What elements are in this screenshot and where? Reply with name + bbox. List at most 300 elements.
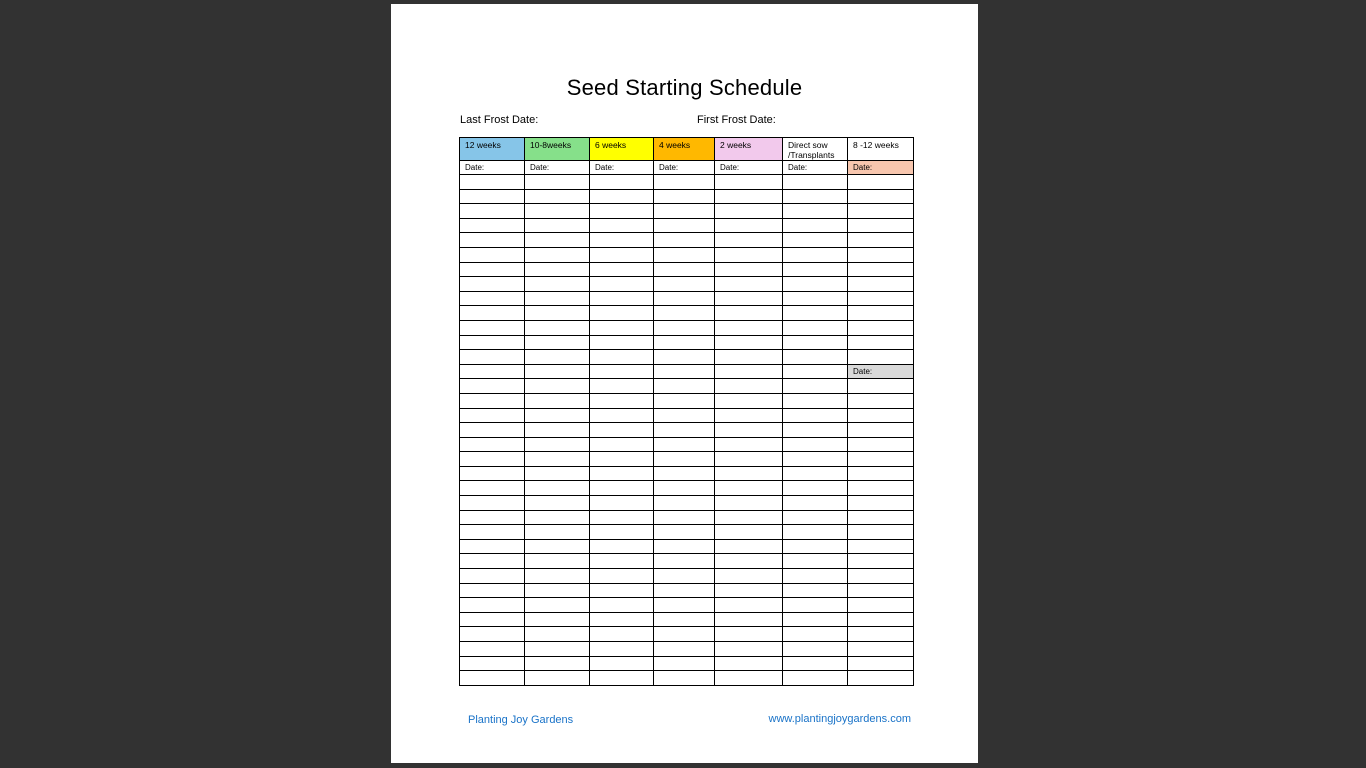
table-cell[interactable] xyxy=(654,496,715,511)
table-cell[interactable] xyxy=(783,598,848,613)
table-cell[interactable] xyxy=(460,583,525,598)
table-cell[interactable] xyxy=(460,277,525,292)
table-cell[interactable] xyxy=(848,671,914,686)
table-cell[interactable] xyxy=(848,262,914,277)
table-cell[interactable] xyxy=(460,291,525,306)
table-cell[interactable] xyxy=(525,466,590,481)
table-row xyxy=(460,262,914,277)
table-cell[interactable] xyxy=(654,554,715,569)
table-cell[interactable] xyxy=(783,218,848,233)
table-cell[interactable] xyxy=(848,277,914,292)
table-cell[interactable] xyxy=(525,554,590,569)
table-cell[interactable] xyxy=(590,437,654,452)
table-cell[interactable] xyxy=(590,642,654,657)
table-row xyxy=(460,364,914,379)
table-cell[interactable] xyxy=(460,627,525,642)
table-cell[interactable] xyxy=(654,291,715,306)
table-row xyxy=(460,598,914,613)
table-cell[interactable] xyxy=(715,539,783,554)
column-header: 10-8weeks xyxy=(525,138,590,161)
table-cell[interactable] xyxy=(460,408,525,423)
table-cell[interactable] xyxy=(590,335,654,350)
table-cell[interactable] xyxy=(590,262,654,277)
table-cell[interactable] xyxy=(654,598,715,613)
table-cell[interactable] xyxy=(654,379,715,394)
table-cell[interactable] xyxy=(715,291,783,306)
table-cell[interactable] xyxy=(654,233,715,248)
table-cell[interactable] xyxy=(525,291,590,306)
table-cell[interactable] xyxy=(590,379,654,394)
table-cell[interactable] xyxy=(590,175,654,190)
table-cell[interactable] xyxy=(848,350,914,365)
date-cell[interactable]: Date: xyxy=(525,161,590,175)
table-row xyxy=(460,233,914,248)
table-row xyxy=(460,569,914,584)
table-row xyxy=(460,554,914,569)
table-cell[interactable] xyxy=(590,364,654,379)
table-cell[interactable] xyxy=(848,452,914,467)
table-cell[interactable] xyxy=(460,364,525,379)
table-cell[interactable] xyxy=(525,320,590,335)
table-cell[interactable] xyxy=(848,554,914,569)
table-row xyxy=(460,437,914,452)
table-row xyxy=(460,481,914,496)
table-cell[interactable] xyxy=(590,569,654,584)
table-cell[interactable] xyxy=(715,262,783,277)
table-cell[interactable] xyxy=(783,627,848,642)
table-cell[interactable] xyxy=(783,189,848,204)
table-cell[interactable] xyxy=(654,627,715,642)
table-cell[interactable] xyxy=(783,496,848,511)
table-cell[interactable] xyxy=(525,233,590,248)
table-cell[interactable] xyxy=(654,247,715,262)
table-cell[interactable] xyxy=(783,379,848,394)
table-cell[interactable] xyxy=(715,525,783,540)
table-cell[interactable] xyxy=(460,306,525,321)
document-page xyxy=(391,4,978,763)
table-cell[interactable] xyxy=(715,481,783,496)
table-cell[interactable] xyxy=(783,408,848,423)
table-row xyxy=(460,671,914,686)
table-cell[interactable] xyxy=(848,466,914,481)
table-cell[interactable] xyxy=(654,320,715,335)
table-cell[interactable] xyxy=(460,379,525,394)
table-cell[interactable] xyxy=(654,466,715,481)
table-cell[interactable] xyxy=(460,598,525,613)
table-cell[interactable] xyxy=(654,335,715,350)
table-cell[interactable] xyxy=(460,247,525,262)
table-cell[interactable] xyxy=(848,247,914,262)
table-cell[interactable] xyxy=(783,277,848,292)
table-cell[interactable] xyxy=(715,204,783,219)
table-cell[interactable] xyxy=(525,335,590,350)
table-cell[interactable] xyxy=(654,437,715,452)
table-row xyxy=(460,466,914,481)
table-cell[interactable] xyxy=(848,379,914,394)
table-cell[interactable] xyxy=(590,539,654,554)
table-cell[interactable] xyxy=(590,612,654,627)
table-cell[interactable] xyxy=(783,510,848,525)
table-row xyxy=(460,525,914,540)
table-cell[interactable] xyxy=(654,481,715,496)
table-cell[interactable] xyxy=(460,525,525,540)
table-cell[interactable] xyxy=(654,612,715,627)
table-cell[interactable] xyxy=(654,306,715,321)
table-cell[interactable] xyxy=(460,612,525,627)
table-cell[interactable] xyxy=(460,233,525,248)
table-cell[interactable] xyxy=(590,233,654,248)
table-cell[interactable] xyxy=(783,320,848,335)
table-cell[interactable] xyxy=(848,598,914,613)
table-cell[interactable] xyxy=(715,175,783,190)
table-cell[interactable] xyxy=(525,189,590,204)
table-cell[interactable] xyxy=(590,320,654,335)
table-cell[interactable] xyxy=(525,364,590,379)
footer-brand: Planting Joy Gardens xyxy=(468,714,574,726)
table-cell[interactable] xyxy=(654,642,715,657)
last-frost-date-label: Last Frost Date: xyxy=(460,114,539,126)
table-cell[interactable] xyxy=(590,671,654,686)
table-cell[interactable] xyxy=(715,466,783,481)
table-cell[interactable] xyxy=(715,612,783,627)
table-cell[interactable] xyxy=(525,218,590,233)
table-row xyxy=(460,452,914,467)
table-cell[interactable] xyxy=(654,539,715,554)
table-cell[interactable] xyxy=(715,189,783,204)
table-row xyxy=(460,627,914,642)
table-cell[interactable] xyxy=(848,539,914,554)
table-cell[interactable] xyxy=(715,320,783,335)
table-cell[interactable] xyxy=(525,481,590,496)
table-cell[interactable] xyxy=(590,466,654,481)
table-cell[interactable] xyxy=(654,671,715,686)
table-cell[interactable] xyxy=(654,350,715,365)
table-cell[interactable] xyxy=(460,656,525,671)
table-cell[interactable] xyxy=(590,525,654,540)
date-cell[interactable]: Date: xyxy=(590,161,654,175)
first-frost-date-label: First Frost Date: xyxy=(697,114,776,126)
table-cell[interactable] xyxy=(654,277,715,292)
table-cell[interactable] xyxy=(654,364,715,379)
table-cell[interactable] xyxy=(590,277,654,292)
table-cell[interactable] xyxy=(715,627,783,642)
table-row xyxy=(460,291,914,306)
table-cell[interactable] xyxy=(525,175,590,190)
table-cell[interactable] xyxy=(525,539,590,554)
table-cell[interactable] xyxy=(460,218,525,233)
table-row xyxy=(460,306,914,321)
column-header: 4 weeks xyxy=(654,138,715,161)
table-cell[interactable] xyxy=(590,452,654,467)
table-cell[interactable] xyxy=(460,539,525,554)
table-cell[interactable] xyxy=(654,510,715,525)
table-cell[interactable] xyxy=(590,204,654,219)
table-cell[interactable] xyxy=(783,539,848,554)
table-cell[interactable] xyxy=(590,496,654,511)
table-cell[interactable] xyxy=(525,612,590,627)
table-row xyxy=(460,218,914,233)
table-cell[interactable] xyxy=(525,437,590,452)
table-cell[interactable] xyxy=(460,189,525,204)
table-cell[interactable] xyxy=(715,364,783,379)
table-cell[interactable] xyxy=(460,481,525,496)
table-cell[interactable] xyxy=(654,189,715,204)
table-cell[interactable] xyxy=(590,510,654,525)
table-cell[interactable] xyxy=(848,335,914,350)
table-cell[interactable] xyxy=(590,583,654,598)
table-cell[interactable] xyxy=(715,379,783,394)
table-cell[interactable] xyxy=(525,408,590,423)
table-cell[interactable] xyxy=(848,291,914,306)
table-cell[interactable] xyxy=(715,393,783,408)
table-cell[interactable] xyxy=(525,393,590,408)
table-cell[interactable] xyxy=(460,393,525,408)
table-cell[interactable] xyxy=(460,423,525,438)
table-cell[interactable] xyxy=(848,189,914,204)
table-row xyxy=(460,496,914,511)
table-cell[interactable] xyxy=(783,247,848,262)
table-cell[interactable] xyxy=(525,656,590,671)
table-cell[interactable] xyxy=(590,656,654,671)
table-row xyxy=(460,350,914,365)
footer-website-link[interactable]: www.plantingjoygardens.com xyxy=(768,713,911,725)
table-cell[interactable] xyxy=(525,423,590,438)
table-cell[interactable] xyxy=(783,656,848,671)
table-cell[interactable] xyxy=(590,408,654,423)
table-cell[interactable] xyxy=(525,642,590,657)
table-cell[interactable] xyxy=(525,510,590,525)
table-row xyxy=(460,379,914,394)
table-cell[interactable] xyxy=(715,277,783,292)
table-cell[interactable] xyxy=(460,496,525,511)
table-cell[interactable] xyxy=(525,204,590,219)
column-header: 8 -12 weeks xyxy=(848,138,914,161)
date-cell[interactable]: Date: xyxy=(715,161,783,175)
table-cell[interactable] xyxy=(783,335,848,350)
table-cell[interactable] xyxy=(525,627,590,642)
table-cell[interactable] xyxy=(848,306,914,321)
table-cell[interactable] xyxy=(525,569,590,584)
table-cell[interactable] xyxy=(460,175,525,190)
table-cell[interactable] xyxy=(654,525,715,540)
table-cell[interactable] xyxy=(715,496,783,511)
table-cell[interactable] xyxy=(783,612,848,627)
table-cell[interactable] xyxy=(715,642,783,657)
table-cell[interactable] xyxy=(590,598,654,613)
table-cell[interactable] xyxy=(783,423,848,438)
table-cell[interactable] xyxy=(715,247,783,262)
table-cell[interactable] xyxy=(783,437,848,452)
table-cell[interactable] xyxy=(783,291,848,306)
table-cell[interactable] xyxy=(460,437,525,452)
table-row xyxy=(460,189,914,204)
table-cell[interactable] xyxy=(848,612,914,627)
table-cell[interactable] xyxy=(654,393,715,408)
table-cell[interactable] xyxy=(590,423,654,438)
table-cell[interactable] xyxy=(848,393,914,408)
table-row xyxy=(460,247,914,262)
midpoint-date-cell[interactable]: Date: xyxy=(848,364,914,379)
table-cell[interactable] xyxy=(783,466,848,481)
table-row xyxy=(460,612,914,627)
table-cell[interactable] xyxy=(783,554,848,569)
table-cell[interactable] xyxy=(654,408,715,423)
table-cell[interactable] xyxy=(525,452,590,467)
table-cell[interactable] xyxy=(848,525,914,540)
column-header: 12 weeks xyxy=(460,138,525,161)
date-cell[interactable]: Date: xyxy=(783,161,848,175)
table-cell[interactable] xyxy=(783,525,848,540)
table-cell[interactable] xyxy=(460,204,525,219)
table-cell[interactable] xyxy=(654,218,715,233)
table-cell[interactable] xyxy=(715,671,783,686)
header-row xyxy=(460,138,914,161)
table-cell[interactable] xyxy=(654,423,715,438)
table-cell[interactable] xyxy=(525,350,590,365)
table-cell[interactable] xyxy=(460,335,525,350)
table-cell[interactable] xyxy=(525,306,590,321)
table-cell[interactable] xyxy=(525,262,590,277)
table-cell[interactable] xyxy=(848,642,914,657)
table-cell[interactable] xyxy=(715,350,783,365)
table-row xyxy=(460,175,914,190)
table-cell[interactable] xyxy=(654,583,715,598)
table-cell[interactable] xyxy=(715,423,783,438)
table-cell[interactable] xyxy=(848,233,914,248)
table-cell[interactable] xyxy=(654,262,715,277)
table-cell[interactable] xyxy=(590,350,654,365)
table-cell[interactable] xyxy=(590,291,654,306)
table-cell[interactable] xyxy=(848,204,914,219)
table-cell[interactable] xyxy=(590,393,654,408)
column-header: Direct sow /Transplants xyxy=(783,138,848,161)
table-cell[interactable] xyxy=(848,656,914,671)
table-cell[interactable] xyxy=(460,554,525,569)
table-cell[interactable] xyxy=(525,671,590,686)
table-cell[interactable] xyxy=(848,423,914,438)
date-cell[interactable]: Date: xyxy=(460,161,525,175)
table-cell[interactable] xyxy=(783,481,848,496)
table-row xyxy=(460,204,914,219)
column-header: 2 weeks xyxy=(715,138,783,161)
table-cell[interactable] xyxy=(715,510,783,525)
table-cell[interactable] xyxy=(848,408,914,423)
table-cell[interactable] xyxy=(783,306,848,321)
table-cell[interactable] xyxy=(590,189,654,204)
table-cell[interactable] xyxy=(783,642,848,657)
table-cell[interactable] xyxy=(590,627,654,642)
table-cell[interactable] xyxy=(460,262,525,277)
table-cell[interactable] xyxy=(783,175,848,190)
table-cell[interactable] xyxy=(715,233,783,248)
table-cell[interactable] xyxy=(460,671,525,686)
date-cell[interactable]: Date: xyxy=(654,161,715,175)
table-cell[interactable] xyxy=(848,510,914,525)
table-cell[interactable] xyxy=(715,218,783,233)
table-row xyxy=(460,320,914,335)
table-row xyxy=(460,408,914,423)
table-cell[interactable] xyxy=(715,437,783,452)
table-cell[interactable] xyxy=(654,204,715,219)
table-cell[interactable] xyxy=(525,379,590,394)
table-cell[interactable] xyxy=(460,510,525,525)
table-cell[interactable] xyxy=(848,496,914,511)
table-cell[interactable] xyxy=(848,320,914,335)
table-cell[interactable] xyxy=(783,262,848,277)
column-header: 6 weeks xyxy=(590,138,654,161)
table-cell[interactable] xyxy=(460,569,525,584)
table-cell[interactable] xyxy=(654,569,715,584)
table-cell[interactable] xyxy=(783,204,848,219)
table-cell[interactable] xyxy=(715,583,783,598)
table-row xyxy=(460,656,914,671)
date-cell[interactable]: Date: xyxy=(848,161,914,175)
table-cell[interactable] xyxy=(783,233,848,248)
table-cell[interactable] xyxy=(590,247,654,262)
page-title: Seed Starting Schedule xyxy=(566,75,803,100)
table-cell[interactable] xyxy=(783,569,848,584)
table-row xyxy=(460,277,914,292)
table-cell[interactable] xyxy=(715,408,783,423)
table-cell[interactable] xyxy=(715,335,783,350)
table-cell[interactable] xyxy=(590,218,654,233)
table-cell[interactable] xyxy=(525,496,590,511)
table-cell[interactable] xyxy=(715,598,783,613)
table-cell[interactable] xyxy=(654,452,715,467)
table-cell[interactable] xyxy=(460,466,525,481)
table-cell[interactable] xyxy=(715,554,783,569)
table-cell[interactable] xyxy=(460,320,525,335)
table-cell[interactable] xyxy=(783,671,848,686)
table-cell[interactable] xyxy=(525,277,590,292)
table-cell[interactable] xyxy=(783,350,848,365)
table-cell[interactable] xyxy=(654,175,715,190)
table-cell[interactable] xyxy=(590,554,654,569)
table-cell[interactable] xyxy=(715,306,783,321)
table-cell[interactable] xyxy=(460,452,525,467)
date-row xyxy=(460,161,914,175)
table-cell[interactable] xyxy=(525,525,590,540)
table-cell[interactable] xyxy=(715,452,783,467)
table-row xyxy=(460,510,914,525)
table-cell[interactable] xyxy=(848,569,914,584)
table-cell[interactable] xyxy=(715,569,783,584)
table-cell[interactable] xyxy=(525,598,590,613)
table-cell[interactable] xyxy=(848,175,914,190)
table-cell[interactable] xyxy=(783,364,848,379)
seed-schedule-table xyxy=(459,137,914,686)
table-cell[interactable] xyxy=(783,583,848,598)
table-cell[interactable] xyxy=(590,481,654,496)
table-cell[interactable] xyxy=(460,350,525,365)
table-cell[interactable] xyxy=(848,218,914,233)
table-cell[interactable] xyxy=(783,393,848,408)
table-cell[interactable] xyxy=(848,583,914,598)
table-row xyxy=(460,539,914,554)
table-row xyxy=(460,642,914,657)
table-cell[interactable] xyxy=(783,452,848,467)
table-row xyxy=(460,393,914,408)
table-cell[interactable] xyxy=(848,437,914,452)
table-cell[interactable] xyxy=(460,642,525,657)
table-cell[interactable] xyxy=(525,247,590,262)
table-cell[interactable] xyxy=(525,583,590,598)
table-cell[interactable] xyxy=(590,306,654,321)
table-cell[interactable] xyxy=(848,627,914,642)
table-cell[interactable] xyxy=(654,656,715,671)
table-cell[interactable] xyxy=(848,481,914,496)
table-cell[interactable] xyxy=(715,656,783,671)
